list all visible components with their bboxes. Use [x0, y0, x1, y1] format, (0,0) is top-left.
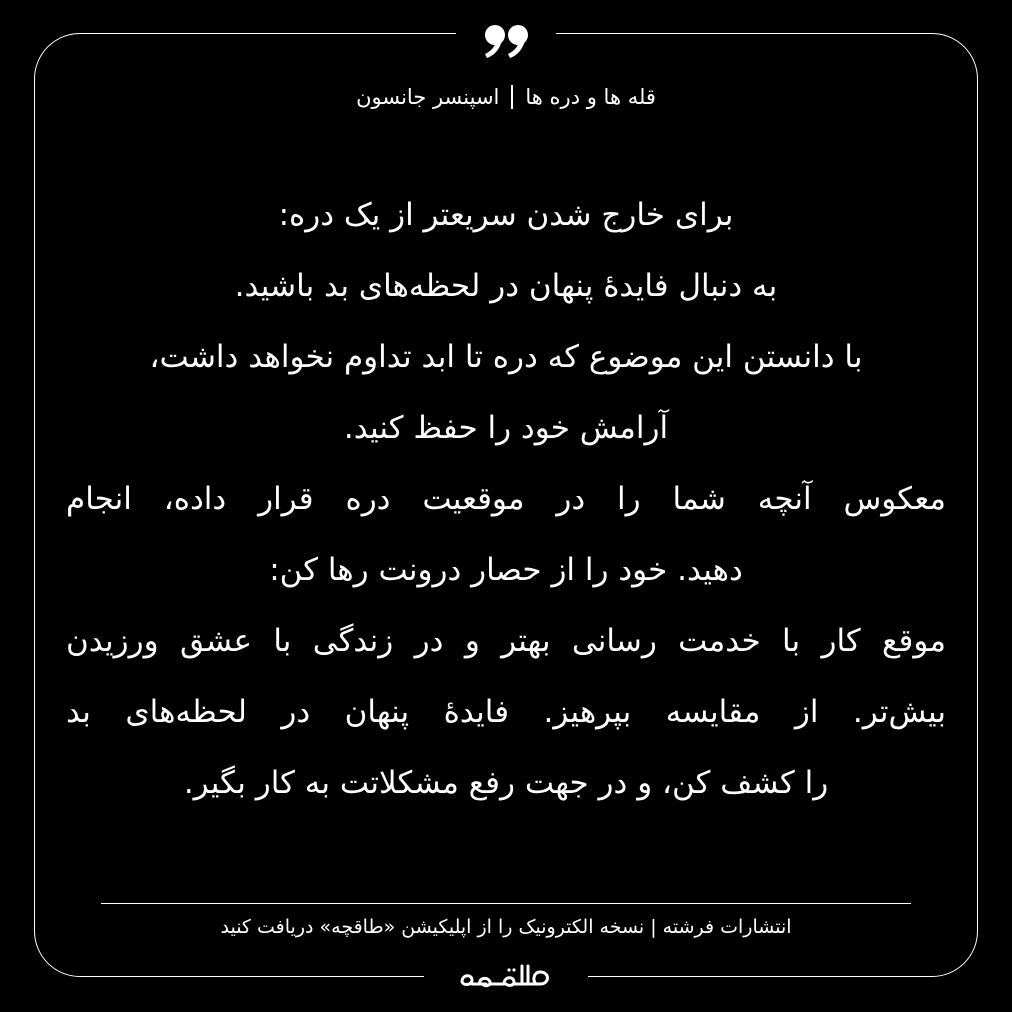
quote-line: معکوس آنچه شما را در موقعیت دره قرار داده، انجام	[66, 481, 946, 517]
quote-line: آرامش خود را حفظ کنید.	[343, 410, 669, 446]
quote-body	[66, 184, 946, 823]
book-title: قله ها و دره ها	[525, 85, 656, 109]
quote-line: با دانستن این موضوع که دره تا ابد تداوم نخواهد داشت،	[149, 339, 863, 375]
book-header	[100, 82, 912, 112]
taaghche-logo	[456, 958, 556, 994]
quote-line: موقع کار با خدمت رسانی بهتر و در زندگی با عشق ورزیدن	[66, 623, 946, 659]
closing-quote-icon	[482, 22, 530, 62]
quote-line: برای خارج شدن سریعتر از یک دره:	[278, 197, 734, 233]
quote-line: به دنبال فایدهٔ پنهان در لحظه‌های بد باشید.	[234, 268, 778, 304]
publisher-footer: انتشارات فرشته | نسخه الکترونیک را از اپلیکیشن «طاقچه» دریافت کنید	[220, 916, 792, 938]
quote-line: را کشف کن، و در جهت رفع مشکلاتت به کار بگیر.	[183, 765, 829, 801]
author-name: اسپنسر جانسون	[356, 85, 500, 109]
footer-divider	[101, 903, 911, 904]
header-separator	[511, 85, 513, 109]
quote-line: دهید. خود را از حصار درونت رها کن:	[269, 552, 743, 588]
quote-line: بیش‌تر. از مقایسه بپرهیز. فایدهٔ پنهان در لحظه‌های بد	[66, 694, 946, 730]
